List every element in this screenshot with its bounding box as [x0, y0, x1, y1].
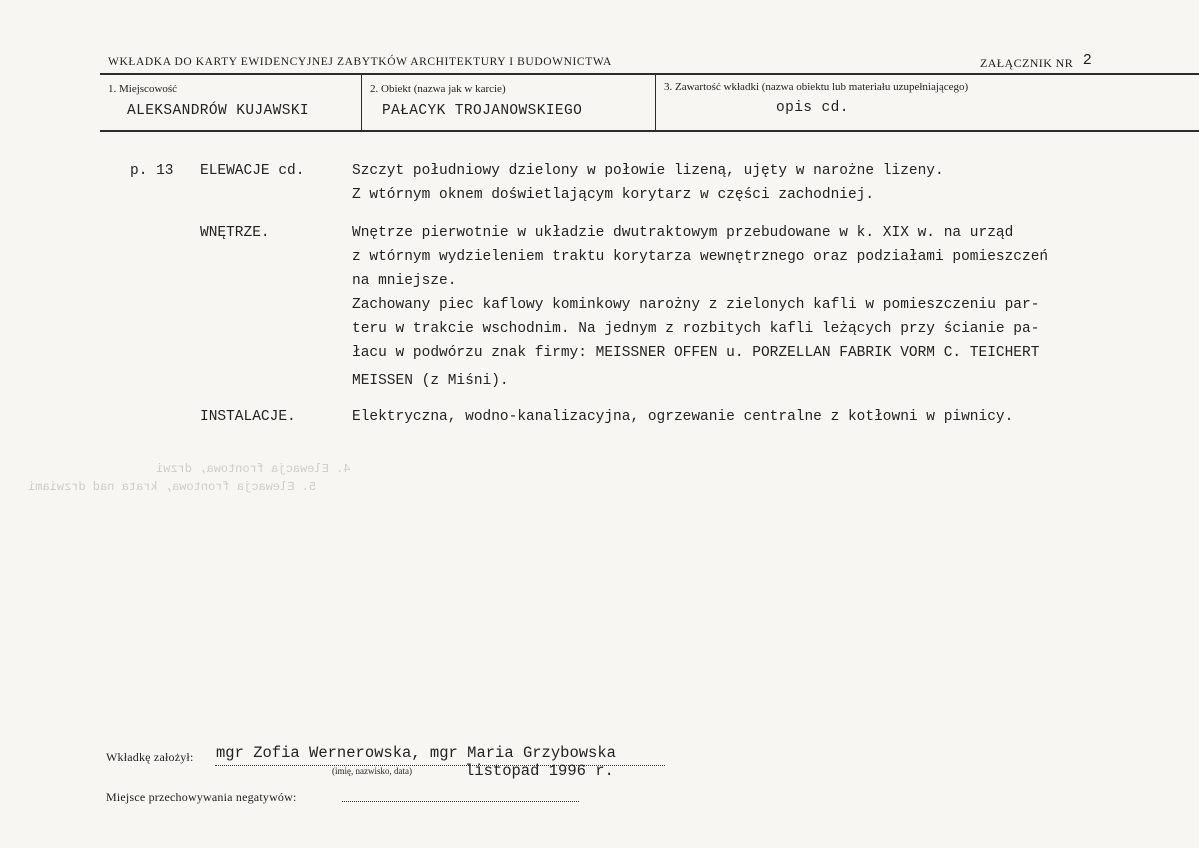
author-value: mgr Zofia Wernerowska, mgr Maria Grzybowska	[216, 744, 616, 762]
wnetrze-line-4: Zachowany piec kaflowy kominkowy narożny z zielonych kafli w pomieszczeniu par-	[352, 297, 1040, 313]
object-label: 2. Obiekt (nazwa jak w karcie)	[370, 83, 506, 95]
locality-label: 1. Miejscowość	[108, 83, 178, 95]
section-heading-wnetrze: WNĘTRZE.	[200, 225, 270, 241]
section-heading-instalacje: INSTALACJE.	[200, 409, 296, 425]
instalacje-line-1: Elektryczna, wodno-kanalizacyjna, ogrzewanie centralne z kotłowni w piwnicy.	[352, 409, 1014, 425]
author-label: Wkładkę założył:	[106, 750, 194, 764]
wnetrze-line-7: MEISSEN (z Miśni).	[352, 373, 509, 389]
wnetrze-line-6: łacu w podwórzu znak firmy: MEISSNER OFFEN u. PORZELLAN FABRIK VORM C. TEICHERT	[352, 345, 1040, 361]
negatives-dotted-line	[342, 801, 579, 802]
show-through-line-1: 4. Elewacja frontowa, drzwi	[156, 462, 351, 476]
wnetrze-line-5: teru w trakcie wschodnim. Na jednym z rozbitych kafli leżących przy ścianie pa-	[352, 321, 1040, 337]
attachment-label: ZAŁĄCZNIK NR	[980, 56, 1074, 70]
column-divider-1	[361, 75, 362, 132]
show-through-line-2: 5. Elewacja frontowa, krata nad drzwiami	[28, 480, 317, 494]
content-label: 3. Zawartość wkładki (nazwa obiektu lub materiału uzupełniającego)	[664, 81, 969, 93]
wnetrze-line-3: na mniejsze.	[352, 273, 457, 289]
elewacje-line-2: Z wtórnym oknem doświetlającym korytarz w części zachodniej.	[352, 187, 875, 203]
locality-value: ALEKSANDRÓW KUJAWSKI	[127, 103, 310, 119]
author-hint: (imię, nazwisko, data)	[332, 766, 412, 776]
column-divider-2	[655, 75, 656, 132]
object-value: PAŁACYK TROJANOWSKIEGO	[382, 103, 583, 119]
section-heading-elewacje: ELEWACJE cd.	[200, 163, 305, 179]
attachment-header	[980, 51, 1092, 71]
table-bottom-rule	[100, 130, 1199, 132]
date-value: listopad 1996 r.	[465, 762, 614, 780]
negatives-label: Miejsce przechowywania negatywów:	[106, 790, 297, 804]
elewacje-line-1: Szczyt południowy dzielony w połowie lizeną, ujęty w narożne lizeny.	[352, 163, 944, 179]
form-title: WKŁADKA DO KARTY EWIDENCYJNEJ ZABYTKÓW ARCHITEKTURY I BUDOWNICTWA	[108, 56, 612, 68]
attachment-number: 2	[1083, 51, 1092, 68]
wnetrze-line-1: Wnętrze pierwotnie w układzie dwutraktowym przebudowane w k. XIX w. na urząd	[352, 225, 1014, 241]
point-number: p. 13	[130, 163, 174, 179]
top-rule	[100, 73, 1199, 75]
wnetrze-line-2: z wtórnym wydzieleniem traktu korytarza wewnętrznego oraz podziałami pomieszczeń	[352, 249, 1049, 265]
content-value: opis cd.	[776, 100, 849, 116]
